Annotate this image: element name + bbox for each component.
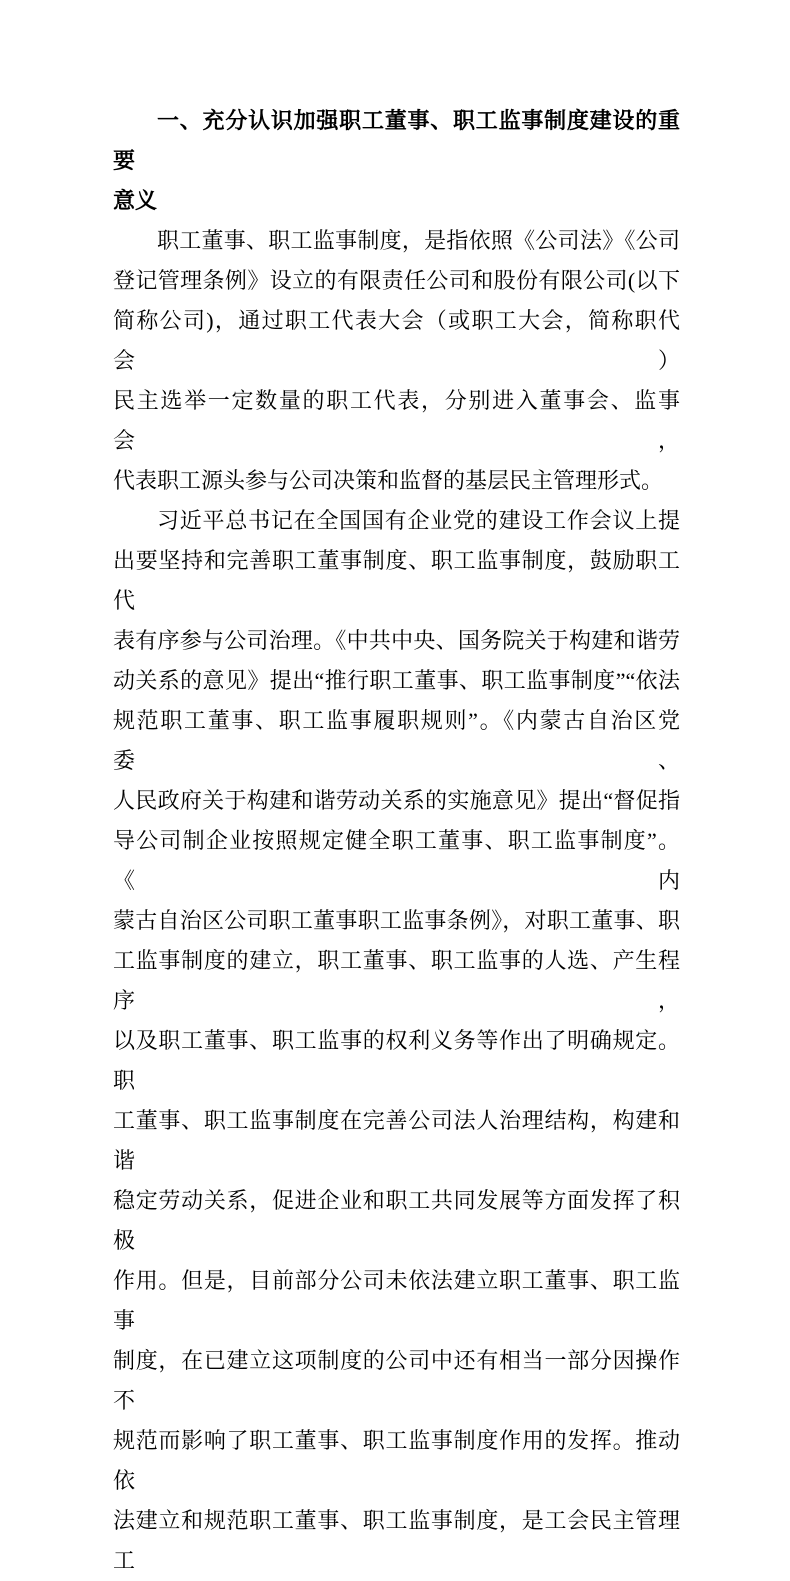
body-line: 稳定劳动关系，促进企业和职工共同发展等方面发挥了积极 <box>113 1188 680 1253</box>
heading-line: 意义 <box>113 188 158 213</box>
body-line: 表有序参与公司治理。《中共中央、国务院关于构建和谐劳 <box>113 628 680 653</box>
body-line: 法建立和规范职工董事、职工监事制度，是工会民主管理工 <box>113 1508 680 1573</box>
body-line: 工监事制度的建立，职工董事、职工监事的人选、产生程序， <box>113 948 680 1013</box>
body-line: 规范职工董事、职工监事履职规则”。《内蒙古自治区党委、 <box>113 708 680 773</box>
body-line: 制度，在已建立这项制度的公司中还有相当一部分因操作不 <box>113 1348 680 1413</box>
body-line: 民主选举一定数量的职工代表，分别进入董事会、监事会， <box>113 388 680 453</box>
body-line: 蒙古自治区公司职工董事职工监事条例》，对职工董事、职 <box>113 908 680 933</box>
body-line: 规范而影响了职工董事、职工监事制度作用的发挥。推动依 <box>113 1428 680 1493</box>
body-line: 以及职工董事、职工监事的权利义务等作出了明确规定。职 <box>113 1028 680 1093</box>
body-line: 人民政府关于构建和谐劳动关系的实施意见》提出“督促指 <box>113 788 680 813</box>
body-line: 动关系的意见》提出“推行职工董事、职工监事制度”“依法 <box>113 668 680 693</box>
body-line: 登记管理条例》设立的有限责任公司和股份有限公司(以下 <box>113 268 680 293</box>
heading-line: 一、充分认识加强职工董事、职工监事制度建设的重要 <box>113 108 680 173</box>
body-line: 简称公司)，通过职工代表大会（或职工大会，简称职代会） <box>113 308 680 373</box>
body-line: 代表职工源头参与公司决策和监督的基层民主管理形式。 <box>113 468 664 493</box>
page-content <box>113 101 680 1581</box>
body-line: 工董事、职工监事制度在完善公司法人治理结构，构建和谐 <box>113 1108 680 1173</box>
body-line: 导公司制企业按照规定健全职工董事、职工监事制度”。《内 <box>113 828 680 893</box>
body-line: 作用。但是，目前部分公司未依法建立职工董事、职工监事 <box>113 1268 680 1333</box>
body-line: 习近平总书记在全国国有企业党的建设工作会议上提 <box>157 508 680 533</box>
body-line: 出要坚持和完善职工董事制度、职工监事制度，鼓励职工代 <box>113 548 680 613</box>
body-line: 职工董事、职工监事制度，是指依照《公司法》《公司 <box>157 228 680 253</box>
